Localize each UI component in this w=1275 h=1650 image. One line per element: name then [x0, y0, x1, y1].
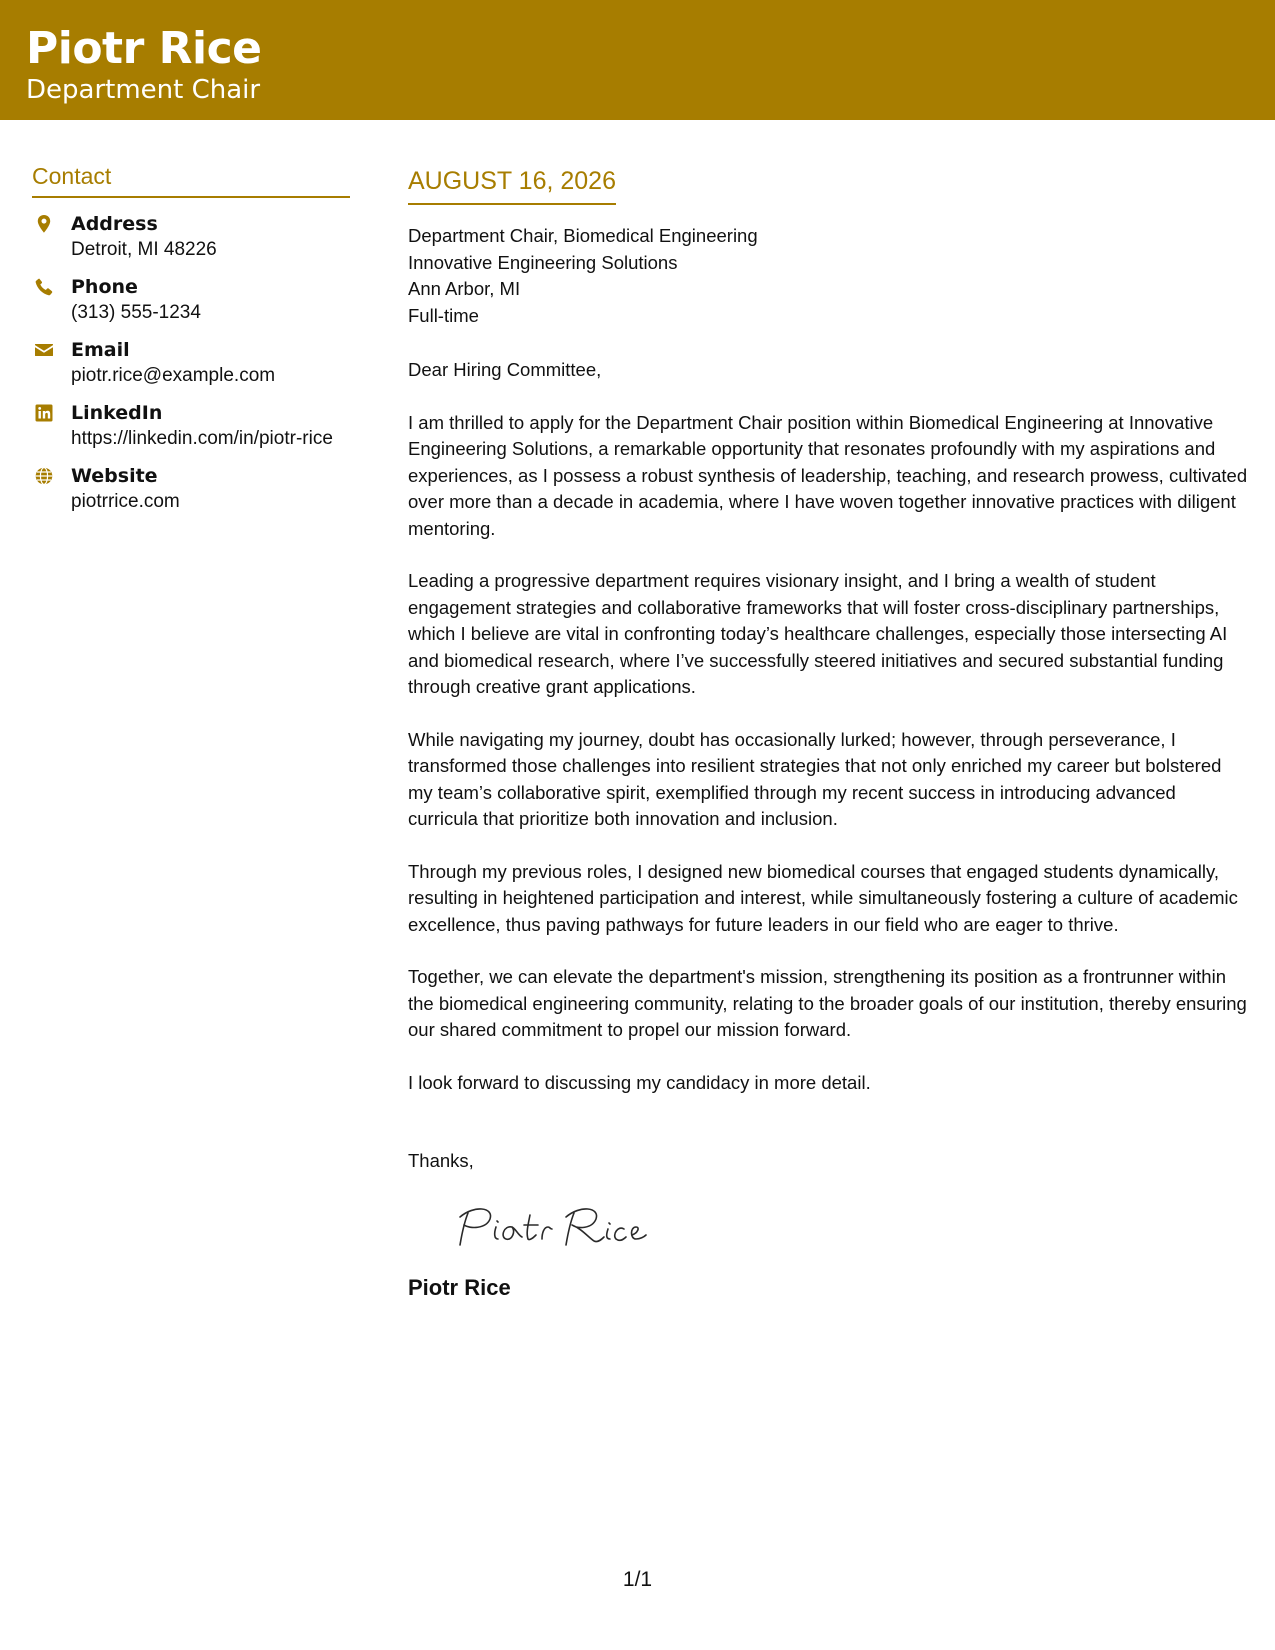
page-number: 1/1: [622, 1568, 653, 1591]
contact-sidebar: [32, 160, 352, 527]
globe-icon: [34, 466, 54, 486]
letter-body: [408, 164, 1248, 1303]
contact-label: Website: [71, 465, 158, 487]
contact-value[interactable]: https://linkedin.com/in/piotr-rice: [71, 428, 333, 449]
envelope-icon: [34, 340, 54, 360]
applicant-title: Department Chair: [26, 75, 261, 105]
letter-paragraph: I look forward to discussing my candidacy in more detail.: [408, 1071, 871, 1093]
contact-item-phone: [32, 275, 352, 338]
recipient-block: [408, 223, 1248, 329]
recipient-line: Innovative Engineering Solutions: [408, 251, 678, 273]
contact-item-address: [32, 212, 352, 275]
recipient-line: Ann Arbor, MI: [408, 278, 521, 299]
contact-value: (313) 555-1234: [71, 302, 201, 323]
letter-paragraph: Through my previous roles, I designed new biomedical courses that engaged students dynamically, resulting in heightened participation and interest, while simultaneously fostering a culture of academic excellence, thus paving pathways for future leaders in our field who are eager to thrive.: [408, 860, 1238, 935]
recipient-line: Full-time: [408, 304, 479, 326]
letter-paragraph: Leading a progressive department requires visionary insight, and I bring a wealth of student engagement strategies and collaborative frameworks that will foster cross-disciplinary partnerships, which I believe are vital in confronting today’s healthcare challenges, especially those intersecting AI and biomedical research, where I’ve successfully steered initiatives and secured substantial funding through creative grant applications.: [408, 570, 1228, 697]
contact-value: Detroit, MI 48226: [71, 239, 217, 260]
phone-icon: [34, 277, 54, 297]
contact-value[interactable]: piotr.rice@example.com: [71, 365, 276, 386]
letter-paragraph: While navigating my journey, doubt has occasionally lurked; however, through perseverance, I transformed those challenges into resilient strategies that not only enriched my career but bolstered my team’s collaborative spirit, exemplified through my recent success in introducing advanced curricula that prioritize both innovation and inclusion.: [408, 728, 1222, 829]
signed-name: Piotr Rice: [408, 1274, 511, 1300]
handwritten-signature: [454, 1199, 654, 1255]
contact-value[interactable]: piotrrice.com: [71, 491, 180, 512]
linkedin-icon: [34, 403, 54, 423]
letter-paragraph: I am thrilled to apply for the Department Chair position within Biomedical Engineering at Innovative Engineering Solutions, a remarkable opportunity that resonates profoundly with my aspirations and experiences, as I possess a robust synthesis of leadership, teaching, and research prowess, cultivated over more than a decade in academia, where I have woven together innovative practices with diligent mentoring.: [408, 411, 1248, 539]
contact-label: Email: [71, 339, 130, 361]
contact-label: Phone: [71, 276, 138, 298]
contact-label: Address: [71, 213, 158, 235]
contact-heading: Contact: [32, 160, 350, 198]
recipient-line: Department Chair, Biomedical Engineering: [408, 225, 758, 246]
letter-paragraph: Together, we can elevate the department's mission, strengthening its position as a frontrunner within the biomedical engineering community, relating to the broader goals of our institution, thereby ensuring our shared commitment to propel our mission forward.: [408, 966, 1247, 1040]
contact-item-website: [32, 464, 352, 527]
contact-label: LinkedIn: [71, 402, 163, 424]
contact-item-linkedin: [32, 401, 352, 464]
letter-date: AUGUST 16, 2026: [408, 164, 616, 205]
contact-list: [32, 212, 352, 527]
closing: Thanks,: [408, 1150, 474, 1171]
contact-item-email: [32, 338, 352, 401]
map-pin-icon: [34, 214, 54, 234]
header-banner: [0, 0, 1275, 120]
applicant-name: Piotr Rice: [26, 23, 262, 74]
salutation: Dear Hiring Committee,: [408, 359, 602, 380]
